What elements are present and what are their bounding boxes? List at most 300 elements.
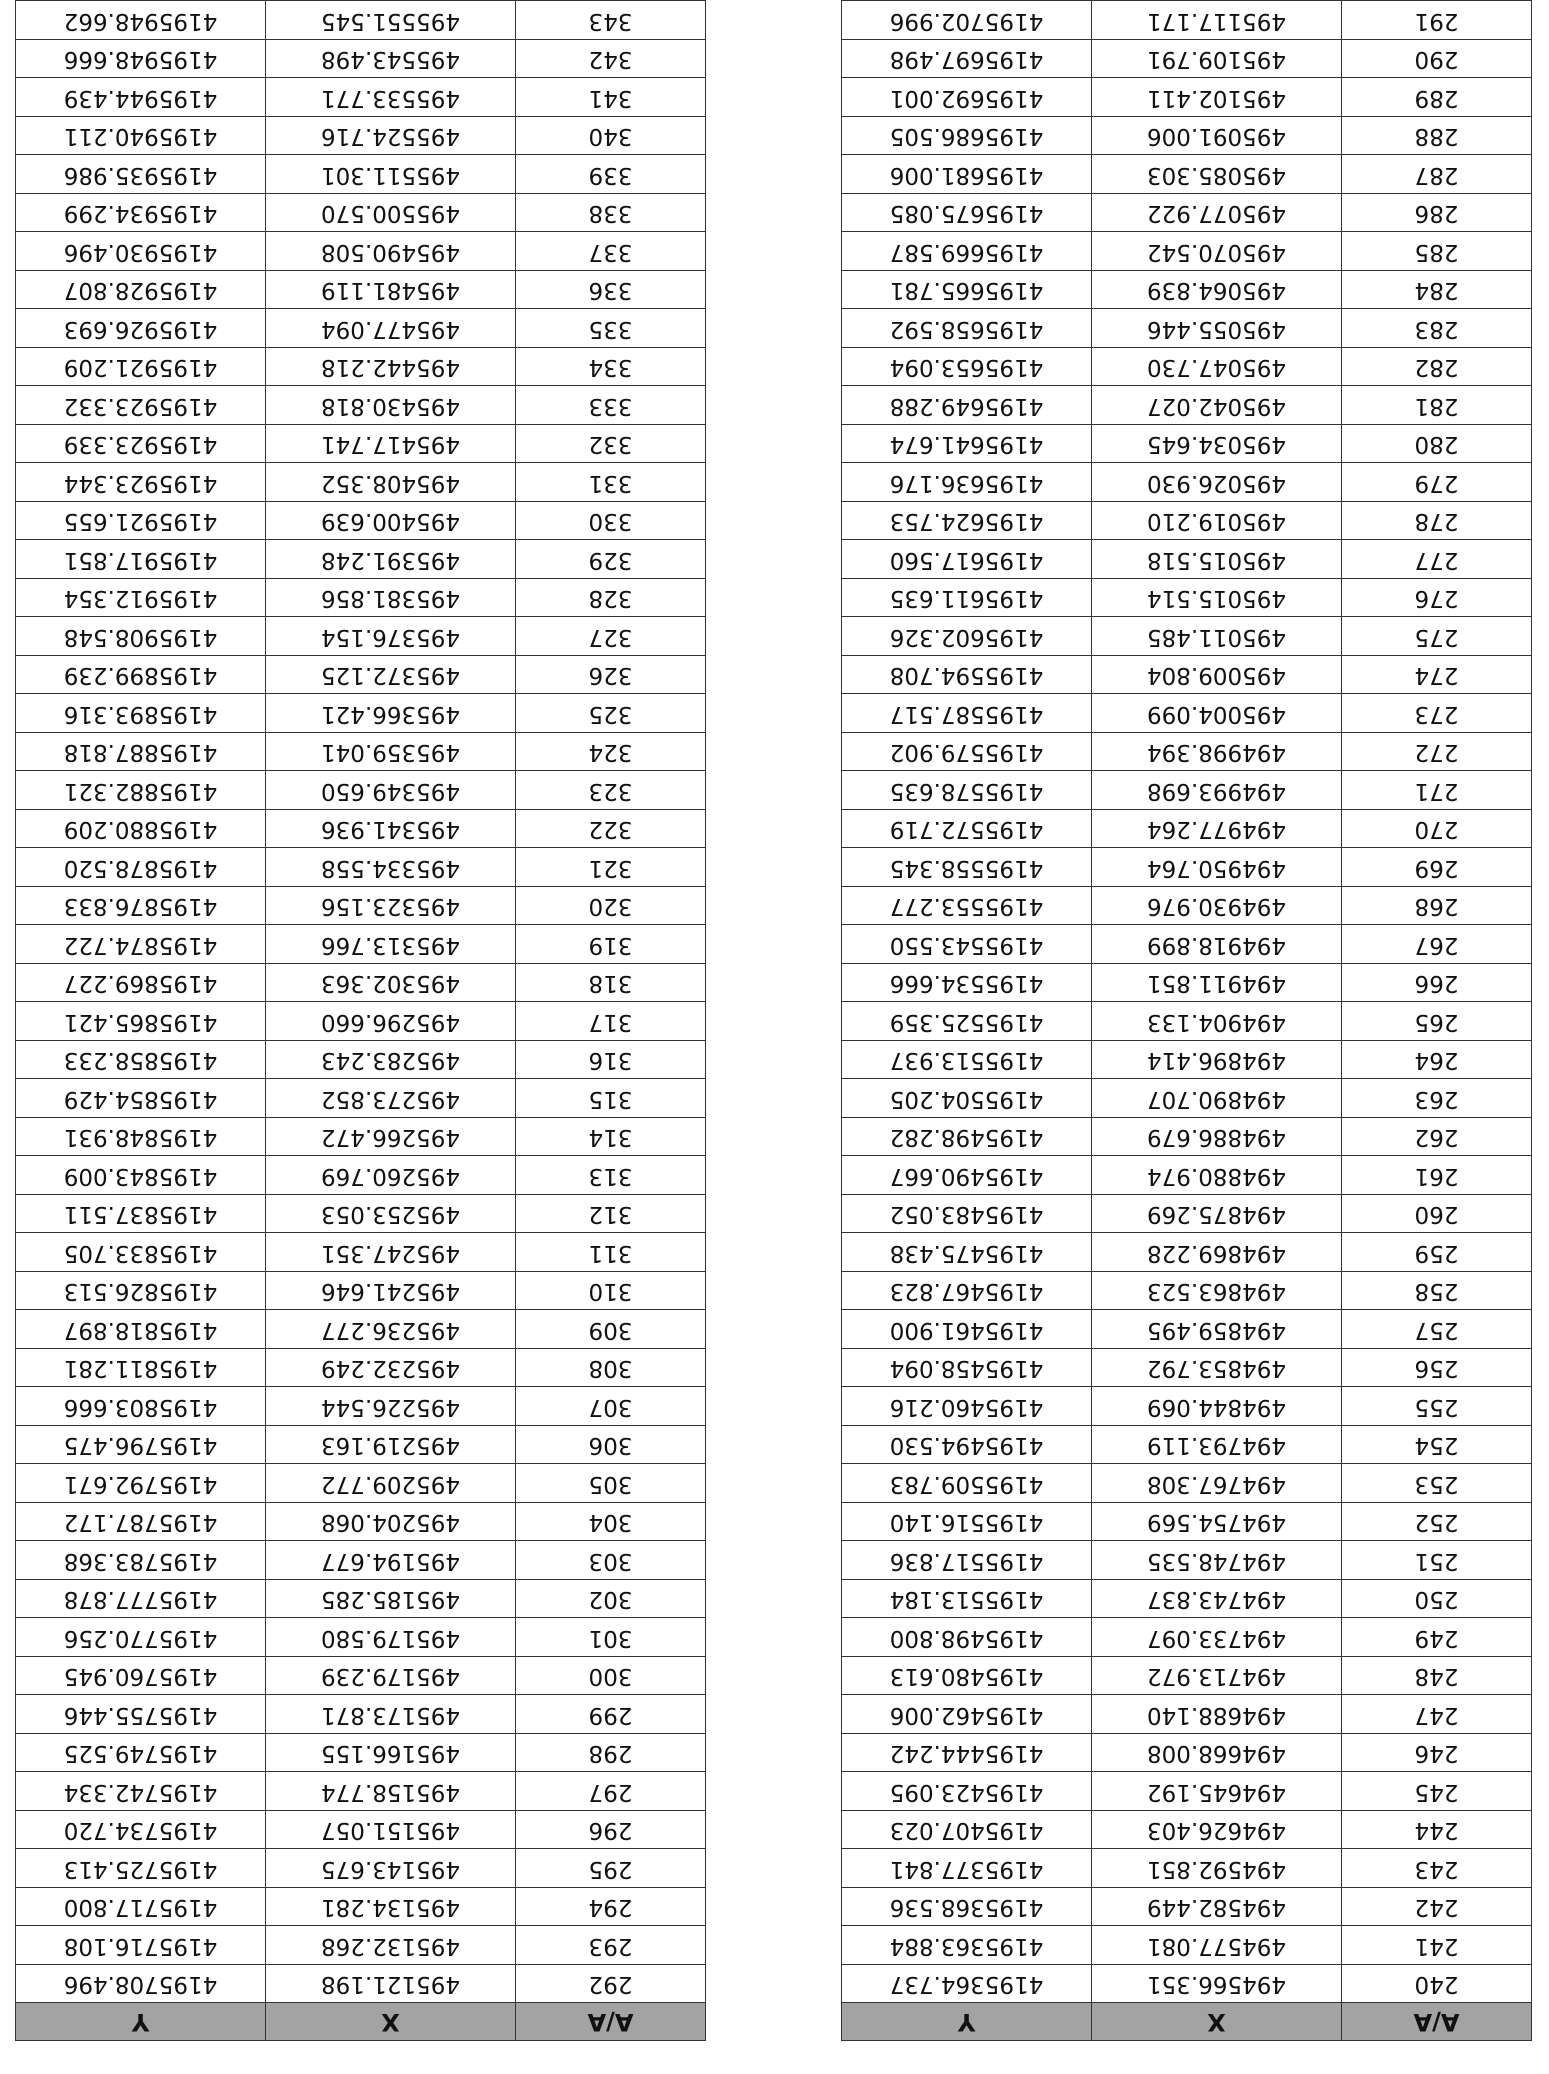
- y-coordinate-cell: 4195509.783: [842, 1464, 1092, 1503]
- y-coordinate-cell: 4195458.094: [842, 1349, 1092, 1388]
- x-coordinate-cell: 495381.856: [266, 579, 516, 618]
- point-number-cell: 336: [516, 271, 706, 310]
- table-row: [842, 502, 1532, 541]
- x-coordinate-cell: 495121.198: [266, 1965, 516, 2004]
- y-coordinate-cell: 4195783.368: [16, 1541, 266, 1580]
- x-coordinate-cell: 494863.523: [1092, 1272, 1342, 1311]
- table-row: [16, 1156, 706, 1195]
- x-coordinate-cell: 494998.394: [1092, 733, 1342, 772]
- point-number-cell: 317: [516, 1002, 706, 1041]
- table-row: [842, 425, 1532, 464]
- table-row: [16, 425, 706, 464]
- table-row: [842, 925, 1532, 964]
- x-coordinate-cell: 495117.171: [1092, 1, 1342, 40]
- x-coordinate-cell: 495341.936: [266, 810, 516, 849]
- point-number-cell: 252: [1342, 1503, 1532, 1542]
- table-row: [16, 733, 706, 772]
- table-row: [842, 348, 1532, 387]
- table-row: [16, 810, 706, 849]
- y-coordinate-cell: 4195483.052: [842, 1195, 1092, 1234]
- y-coordinate-cell: 4195826.513: [16, 1272, 266, 1311]
- table-row: [842, 232, 1532, 271]
- point-number-cell: 278: [1342, 502, 1532, 541]
- x-coordinate-cell: 494626.403: [1092, 1811, 1342, 1850]
- point-number-cell: 294: [516, 1888, 706, 1927]
- point-number-cell: 332: [516, 425, 706, 464]
- y-coordinate-cell: 4195498.800: [842, 1618, 1092, 1657]
- table-row: [16, 617, 706, 656]
- y-coordinate-cell: 4195880.209: [16, 810, 266, 849]
- x-coordinate-cell: 495232.249: [266, 1349, 516, 1388]
- y-coordinate-cell: 4195948.666: [16, 40, 266, 79]
- y-coordinate-cell: 4195708.496: [16, 1965, 266, 2004]
- table-row: [842, 1772, 1532, 1811]
- y-coordinate-cell: 4195517.836: [842, 1541, 1092, 1580]
- table-row: [842, 1233, 1532, 1272]
- x-coordinate-cell: 495372.125: [266, 656, 516, 695]
- x-coordinate-cell: 494577.081: [1092, 1926, 1342, 1965]
- table-row: [842, 1079, 1532, 1118]
- x-coordinate-cell: 495070.542: [1092, 232, 1342, 271]
- table-row: [16, 848, 706, 887]
- y-coordinate-cell: 4195899.239: [16, 656, 266, 695]
- table-row: [16, 1272, 706, 1311]
- point-number-cell: 264: [1342, 1041, 1532, 1080]
- point-number-cell: 315: [516, 1079, 706, 1118]
- x-coordinate-cell: 495400.639: [266, 502, 516, 541]
- x-coordinate-cell: 495543.498: [266, 40, 516, 79]
- y-coordinate-cell: 4195697.498: [842, 40, 1092, 79]
- point-number-cell: 303: [516, 1541, 706, 1580]
- y-coordinate-cell: 4195858.233: [16, 1041, 266, 1080]
- y-coordinate-cell: 4195887.818: [16, 733, 266, 772]
- point-number-cell: 287: [1342, 155, 1532, 194]
- y-coordinate-cell: 4195865.421: [16, 1002, 266, 1041]
- x-coordinate-cell: 495253.053: [266, 1195, 516, 1234]
- point-number-cell: 244: [1342, 1811, 1532, 1850]
- x-coordinate-cell: 494566.351: [1092, 1965, 1342, 2004]
- x-coordinate-cell: 494748.535: [1092, 1541, 1342, 1580]
- y-coordinate-cell: 4195940.211: [16, 117, 266, 156]
- table-row: [16, 887, 706, 926]
- table-row: [842, 1118, 1532, 1157]
- x-coordinate-cell: 494668.008: [1092, 1734, 1342, 1773]
- x-coordinate-cell: 495085.303: [1092, 155, 1342, 194]
- table-row: [842, 1580, 1532, 1619]
- y-coordinate-cell: 4195742.334: [16, 1772, 266, 1811]
- table-row: [842, 78, 1532, 117]
- y-coordinate-cell: 4195854.429: [16, 1079, 266, 1118]
- x-coordinate-cell: 494930.976: [1092, 887, 1342, 926]
- x-coordinate-cell: 495166.155: [266, 1734, 516, 1773]
- y-coordinate-cell: 4195594.708: [842, 656, 1092, 695]
- x-coordinate-cell: 495034.645: [1092, 425, 1342, 464]
- x-coordinate-cell: 495511.301: [266, 155, 516, 194]
- table-row: [16, 656, 706, 695]
- y-coordinate-cell: 4195513.937: [842, 1041, 1092, 1080]
- point-number-cell: 331: [516, 463, 706, 502]
- y-coordinate-cell: 4195882.321: [16, 771, 266, 810]
- y-coordinate-cell: 4195760.945: [16, 1657, 266, 1696]
- header-x: X: [266, 2003, 516, 2041]
- point-number-cell: 298: [516, 1734, 706, 1773]
- table-row: [16, 1233, 706, 1272]
- table-row: [842, 386, 1532, 425]
- point-number-cell: 253: [1342, 1464, 1532, 1503]
- table-row: [842, 1041, 1532, 1080]
- table-row: [16, 694, 706, 733]
- point-number-cell: 316: [516, 1041, 706, 1080]
- x-coordinate-cell: 495349.650: [266, 771, 516, 810]
- y-coordinate-cell: 4195377.841: [842, 1849, 1092, 1888]
- y-coordinate-cell: 4195818.897: [16, 1310, 266, 1349]
- y-coordinate-cell: 4195617.560: [842, 540, 1092, 579]
- point-number-cell: 271: [1342, 771, 1532, 810]
- x-coordinate-cell: 495194.677: [266, 1541, 516, 1580]
- table-row: [842, 1811, 1532, 1850]
- table-row: [842, 1272, 1532, 1311]
- y-coordinate-cell: 4195475.438: [842, 1233, 1092, 1272]
- point-number-cell: 322: [516, 810, 706, 849]
- y-coordinate-cell: 4195837.511: [16, 1195, 266, 1234]
- table-row: [16, 155, 706, 194]
- table-row: [842, 1734, 1532, 1773]
- point-number-cell: 246: [1342, 1734, 1532, 1773]
- y-coordinate-cell: 4195558.345: [842, 848, 1092, 887]
- y-coordinate-cell: 4195423.095: [842, 1772, 1092, 1811]
- point-number-cell: 259: [1342, 1233, 1532, 1272]
- x-coordinate-cell: 494977.264: [1092, 810, 1342, 849]
- y-coordinate-cell: 4195770.256: [16, 1618, 266, 1657]
- point-number-cell: 335: [516, 309, 706, 348]
- y-coordinate-cell: 4195653.094: [842, 348, 1092, 387]
- table-header-row: [16, 2003, 706, 2041]
- table-row: [842, 463, 1532, 502]
- x-coordinate-cell: 495430.818: [266, 386, 516, 425]
- point-number-cell: 256: [1342, 1349, 1532, 1388]
- y-coordinate-cell: 4195869.227: [16, 964, 266, 1003]
- x-coordinate-cell: 495283.243: [266, 1041, 516, 1080]
- y-coordinate-cell: 4195874.722: [16, 925, 266, 964]
- point-number-cell: 319: [516, 925, 706, 964]
- x-coordinate-cell: 495241.646: [266, 1272, 516, 1311]
- point-number-cell: 286: [1342, 194, 1532, 233]
- point-number-cell: 242: [1342, 1888, 1532, 1927]
- y-coordinate-cell: 4195543.550: [842, 925, 1092, 964]
- y-coordinate-cell: 4195848.931: [16, 1118, 266, 1157]
- point-number-cell: 308: [516, 1349, 706, 1388]
- y-coordinate-cell: 4195636.176: [842, 463, 1092, 502]
- point-number-cell: 251: [1342, 1541, 1532, 1580]
- table-row: [16, 1849, 706, 1888]
- table-row: [842, 656, 1532, 695]
- point-number-cell: 306: [516, 1426, 706, 1465]
- table-row: [842, 1, 1532, 40]
- y-coordinate-cell: 4195917.851: [16, 540, 266, 579]
- point-number-cell: 273: [1342, 694, 1532, 733]
- point-number-cell: 261: [1342, 1156, 1532, 1195]
- y-coordinate-cell: 4195948.662: [16, 1, 266, 40]
- table-row: [16, 1580, 706, 1619]
- x-coordinate-cell: 495296.660: [266, 1002, 516, 1041]
- point-number-cell: 291: [1342, 1, 1532, 40]
- y-coordinate-cell: 4195364.737: [842, 1965, 1092, 2004]
- x-coordinate-cell: 495134.281: [266, 1888, 516, 1927]
- point-number-cell: 314: [516, 1118, 706, 1157]
- point-number-cell: 263: [1342, 1079, 1532, 1118]
- y-coordinate-cell: 4195944.439: [16, 78, 266, 117]
- table-row: [16, 771, 706, 810]
- table-row: [16, 964, 706, 1003]
- x-coordinate-cell: 494918.899: [1092, 925, 1342, 964]
- y-coordinate-cell: 4195692.001: [842, 78, 1092, 117]
- table-row: [842, 694, 1532, 733]
- y-coordinate-cell: 4195444.242: [842, 1734, 1092, 1773]
- y-coordinate-cell: 4195921.655: [16, 502, 266, 541]
- point-number-cell: 281: [1342, 386, 1532, 425]
- y-coordinate-cell: 4195935.986: [16, 155, 266, 194]
- table-row: [16, 1387, 706, 1426]
- table-row: [16, 1965, 706, 2004]
- point-number-cell: 260: [1342, 1195, 1532, 1234]
- x-coordinate-cell: 495158.774: [266, 1772, 516, 1811]
- table-row: [16, 1079, 706, 1118]
- table-row: [842, 1310, 1532, 1349]
- header-y: Y: [842, 2003, 1092, 2041]
- x-coordinate-cell: 495226.544: [266, 1387, 516, 1426]
- point-number-cell: 327: [516, 617, 706, 656]
- table-row: [842, 617, 1532, 656]
- x-coordinate-cell: 495047.730: [1092, 348, 1342, 387]
- point-number-cell: 296: [516, 1811, 706, 1850]
- table-row: [842, 1965, 1532, 2004]
- point-number-cell: 240: [1342, 1965, 1532, 2004]
- table-row: [16, 1310, 706, 1349]
- x-coordinate-cell: 495524.716: [266, 117, 516, 156]
- x-coordinate-cell: 494793.119: [1092, 1426, 1342, 1465]
- y-coordinate-cell: 4195716.108: [16, 1926, 266, 1965]
- x-coordinate-cell: 495481.119: [266, 271, 516, 310]
- table-row: [842, 1657, 1532, 1696]
- point-number-cell: 254: [1342, 1426, 1532, 1465]
- point-number-cell: 339: [516, 155, 706, 194]
- table-row: [16, 1195, 706, 1234]
- point-number-cell: 338: [516, 194, 706, 233]
- x-coordinate-cell: 495273.852: [266, 1079, 516, 1118]
- y-coordinate-cell: 4195641.674: [842, 425, 1092, 464]
- x-coordinate-cell: 495064.839: [1092, 271, 1342, 310]
- point-number-cell: 340: [516, 117, 706, 156]
- table-row: [842, 1888, 1532, 1927]
- y-coordinate-cell: 4195725.413: [16, 1849, 266, 1888]
- table-row: [842, 309, 1532, 348]
- y-coordinate-cell: 4195498.282: [842, 1118, 1092, 1157]
- point-number-cell: 249: [1342, 1618, 1532, 1657]
- table-row: [16, 1503, 706, 1542]
- point-number-cell: 279: [1342, 463, 1532, 502]
- table-row: [842, 1195, 1532, 1234]
- x-coordinate-cell: 495260.769: [266, 1156, 516, 1195]
- x-coordinate-cell: 494911.851: [1092, 964, 1342, 1003]
- table-row: [16, 1734, 706, 1773]
- point-number-cell: 258: [1342, 1272, 1532, 1311]
- point-number-cell: 305: [516, 1464, 706, 1503]
- table-header-row: [842, 2003, 1532, 2041]
- y-coordinate-cell: 4195407.023: [842, 1811, 1092, 1850]
- point-number-cell: 275: [1342, 617, 1532, 656]
- table-row: [16, 463, 706, 502]
- x-coordinate-cell: 494688.140: [1092, 1695, 1342, 1734]
- table-row: [16, 386, 706, 425]
- y-coordinate-cell: 4195811.281: [16, 1349, 266, 1388]
- y-coordinate-cell: 4195796.475: [16, 1426, 266, 1465]
- x-coordinate-cell: 494950.764: [1092, 848, 1342, 887]
- point-number-cell: 241: [1342, 1926, 1532, 1965]
- table-row: [16, 348, 706, 387]
- y-coordinate-cell: 4195587.517: [842, 694, 1092, 733]
- header-aa: A/A: [516, 2003, 706, 2041]
- table-row: [842, 771, 1532, 810]
- point-number-cell: 311: [516, 1233, 706, 1272]
- table-row: [16, 1118, 706, 1157]
- point-number-cell: 324: [516, 733, 706, 772]
- table-row: [842, 1387, 1532, 1426]
- point-number-cell: 280: [1342, 425, 1532, 464]
- table-row: [842, 1618, 1532, 1657]
- coordinate-table-left: [841, 1, 1532, 2042]
- header-x: X: [1092, 2003, 1342, 2041]
- point-number-cell: 262: [1342, 1118, 1532, 1157]
- x-coordinate-cell: 494713.972: [1092, 1657, 1342, 1696]
- point-number-cell: 284: [1342, 271, 1532, 310]
- y-coordinate-cell: 4195480.613: [842, 1657, 1092, 1696]
- table-row: [842, 579, 1532, 618]
- y-coordinate-cell: 4195553.277: [842, 887, 1092, 926]
- table-row: [842, 117, 1532, 156]
- y-coordinate-cell: 4195611.635: [842, 579, 1092, 618]
- x-coordinate-cell: 495313.766: [266, 925, 516, 964]
- x-coordinate-cell: 495015.518: [1092, 540, 1342, 579]
- table-row: [842, 964, 1532, 1003]
- point-number-cell: 299: [516, 1695, 706, 1734]
- point-number-cell: 270: [1342, 810, 1532, 849]
- y-coordinate-cell: 4195777.878: [16, 1580, 266, 1619]
- y-coordinate-cell: 4195675.085: [842, 194, 1092, 233]
- point-number-cell: 257: [1342, 1310, 1532, 1349]
- y-coordinate-cell: 4195787.172: [16, 1503, 266, 1542]
- x-coordinate-cell: 495009.804: [1092, 656, 1342, 695]
- x-coordinate-cell: 495026.930: [1092, 463, 1342, 502]
- table-row: [16, 1772, 706, 1811]
- table-row: [842, 1349, 1532, 1388]
- point-number-cell: 326: [516, 656, 706, 695]
- x-coordinate-cell: 495143.675: [266, 1849, 516, 1888]
- x-coordinate-cell: 495247.351: [266, 1233, 516, 1272]
- y-coordinate-cell: 4195525.359: [842, 1002, 1092, 1041]
- y-coordinate-cell: 4195926.693: [16, 309, 266, 348]
- x-coordinate-cell: 494896.414: [1092, 1041, 1342, 1080]
- x-coordinate-cell: 495266.472: [266, 1118, 516, 1157]
- table-row: [842, 1926, 1532, 1965]
- x-coordinate-cell: 495376.154: [266, 617, 516, 656]
- x-coordinate-cell: 495077.922: [1092, 194, 1342, 233]
- header-aa: A/A: [1342, 2003, 1532, 2041]
- x-coordinate-cell: 495500.570: [266, 194, 516, 233]
- table-row: [16, 1541, 706, 1580]
- point-number-cell: 321: [516, 848, 706, 887]
- y-coordinate-cell: 4195516.140: [842, 1503, 1092, 1542]
- table-row: [16, 1695, 706, 1734]
- x-coordinate-cell: 495185.285: [266, 1580, 516, 1619]
- y-coordinate-cell: 4195686.505: [842, 117, 1092, 156]
- point-number-cell: 245: [1342, 1772, 1532, 1811]
- point-number-cell: 283: [1342, 309, 1532, 348]
- table-row: [16, 1811, 706, 1850]
- y-coordinate-cell: 4195923.332: [16, 386, 266, 425]
- y-coordinate-cell: 4195923.344: [16, 463, 266, 502]
- x-coordinate-cell: 495490.508: [266, 232, 516, 271]
- table-row: [16, 1041, 706, 1080]
- point-number-cell: 274: [1342, 656, 1532, 695]
- x-coordinate-cell: 495359.041: [266, 733, 516, 772]
- table-row: [16, 1349, 706, 1388]
- point-number-cell: 289: [1342, 78, 1532, 117]
- x-coordinate-cell: 495015.514: [1092, 579, 1342, 618]
- x-coordinate-cell: 495477.094: [266, 309, 516, 348]
- point-number-cell: 313: [516, 1156, 706, 1195]
- point-number-cell: 277: [1342, 540, 1532, 579]
- table-row: [842, 271, 1532, 310]
- y-coordinate-cell: 4195460.216: [842, 1387, 1092, 1426]
- table-row: [16, 1426, 706, 1465]
- point-number-cell: 265: [1342, 1002, 1532, 1041]
- point-number-cell: 295: [516, 1849, 706, 1888]
- y-coordinate-cell: 4195579.902: [842, 733, 1092, 772]
- table-row: [842, 1503, 1532, 1542]
- point-number-cell: 266: [1342, 964, 1532, 1003]
- point-number-cell: 301: [516, 1618, 706, 1657]
- table-row: [842, 733, 1532, 772]
- y-coordinate-cell: 4195908.548: [16, 617, 266, 656]
- table-row: [16, 540, 706, 579]
- x-coordinate-cell: 495179.239: [266, 1657, 516, 1696]
- y-coordinate-cell: 4195921.209: [16, 348, 266, 387]
- x-coordinate-cell: 494853.792: [1092, 1349, 1342, 1388]
- y-coordinate-cell: 4195665.781: [842, 271, 1092, 310]
- y-coordinate-cell: 4195843.009: [16, 1156, 266, 1195]
- x-coordinate-cell: 494645.192: [1092, 1772, 1342, 1811]
- table-row: [842, 40, 1532, 79]
- y-coordinate-cell: 4195602.326: [842, 617, 1092, 656]
- x-coordinate-cell: 495236.277: [266, 1310, 516, 1349]
- y-coordinate-cell: 4195467.823: [842, 1272, 1092, 1311]
- y-coordinate-cell: 4195803.666: [16, 1387, 266, 1426]
- point-number-cell: 300: [516, 1657, 706, 1696]
- y-coordinate-cell: 4195494.530: [842, 1426, 1092, 1465]
- x-coordinate-cell: 494993.698: [1092, 771, 1342, 810]
- point-number-cell: 272: [1342, 733, 1532, 772]
- point-number-cell: 307: [516, 1387, 706, 1426]
- table-row: [16, 1618, 706, 1657]
- table-row: [842, 1426, 1532, 1465]
- table-row: [16, 194, 706, 233]
- y-coordinate-cell: 4195930.496: [16, 232, 266, 271]
- point-number-cell: 304: [516, 1503, 706, 1542]
- point-number-cell: 329: [516, 540, 706, 579]
- y-coordinate-cell: 4195624.753: [842, 502, 1092, 541]
- y-coordinate-cell: 4195934.299: [16, 194, 266, 233]
- table-row: [842, 194, 1532, 233]
